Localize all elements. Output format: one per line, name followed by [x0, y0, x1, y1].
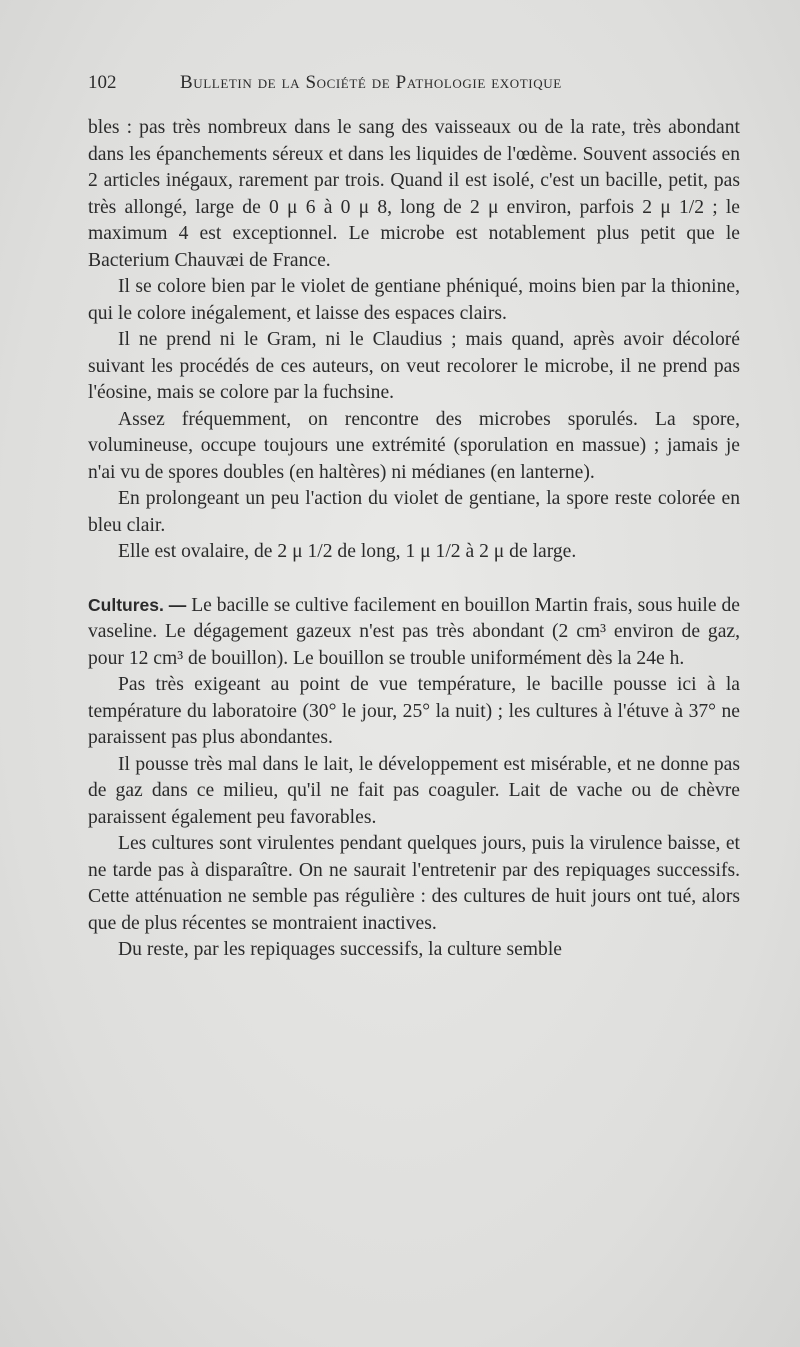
paragraph: Pas très exigeant au point de vue température, le bacille pousse ici à la température du laboratoire (30° le jour, 25° la nuit) ; les cultures à l'étuve à 37° ne paraissent pas plus abondantes. [88, 674, 740, 748]
section-gap [88, 566, 740, 592]
paragraph: Du reste, par les repiquages successifs, la culture semble [118, 939, 562, 960]
paragraph: Les cultures sont virulentes pendant quelques jours, puis la virulence baisse, et ne tarde pas à disparaître. On ne saurait l'entretenir par des repiquages successifs. Cette atténuation ne semble pas régulière : des cultures de huit jours ont tué, alors que de plus récentes se montraient inactives. [88, 833, 740, 934]
paragraph: bles : pas très nombreux dans le sang des vaisseaux ou de la rate, très abondant dans les épanchements séreux et dans les liquides de l'œdème. Souvent associés en 2 articles inégaux, rarement par trois. Quand il est isolé, c'est un bacille, petit, pas très allongé, large de 0 μ 6 à 0 μ 8, long de 2 μ environ, parfois 2 μ 1/2 ; le maximum 4 est exceptionnel. Le microbe est notablement plus petit que le Bacterium Chauvæi de France. [88, 117, 740, 271]
page-header [88, 72, 740, 104]
running-title: Bulletin de la Société de Pathologie exotique [180, 72, 562, 93]
cultures-paragraph [88, 592, 740, 673]
paragraph: Il se colore bien par le violet de gentiane phéniqué, moins bien par la thionine, qui le colore inégalement, et laisse des espaces clairs. [88, 276, 740, 324]
article-body [88, 115, 740, 964]
paragraph: En prolongeant un peu l'action du violet de gentiane, la spore reste colorée en bleu clair. [88, 488, 740, 536]
paragraph-text: Le bacille se cultive facilement en bouillon Martin frais, sous huile de vaseline. Le dégagement gazeux n'est pas très abondant (2 cm³ environ de gaz, pour 12 cm³ de bouillon). Le bouillon se trouble uniformément dès la 24e h. [88, 594, 740, 669]
paragraph: Il pousse très mal dans le lait, le développement est misérable, et ne donne pas de gaz dans ce milieu, qu'il ne fait pas coaguler. Lait de vache ou de chèvre paraissent également peu favorables. [88, 753, 740, 828]
page-number: 102 [88, 72, 117, 93]
paragraph: Il ne prend ni le Gram, ni le Claudius ; mais quand, après avoir décoloré suivant les procédés de ces auteurs, on veut recolorer le microbe, il ne prend pas l'éosine, mais se colore par la fuchsine. [88, 329, 740, 403]
paragraph: Elle est ovalaire, de 2 μ 1/2 de long, 1 μ 1/2 à 2 μ de large. [118, 541, 577, 562]
paragraph: Assez fréquemment, on rencontre des microbes sporulés. La spore, volumineuse, occupe toujours une extrémité (sporulation en massue) ; jamais je n'ai vu de spores doubles (en haltères) ni médianes (en lanterne). [88, 408, 740, 483]
section-title: Cultures. — [88, 594, 187, 615]
